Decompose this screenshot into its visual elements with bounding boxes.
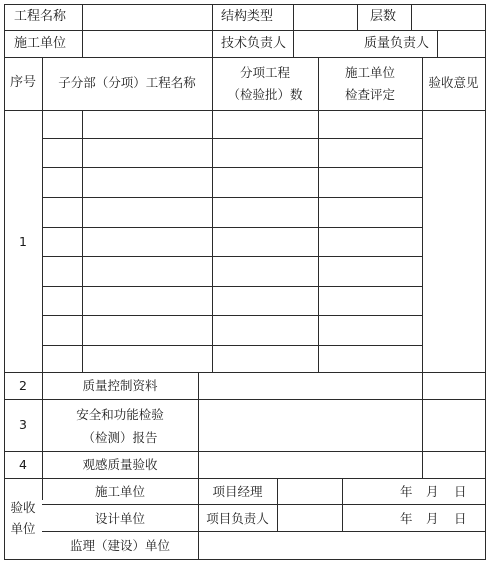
item-count-header-2: （检验批）数 bbox=[227, 87, 303, 102]
eval-header-1: 施工单位 bbox=[344, 65, 395, 80]
accept-col-line bbox=[277, 478, 278, 531]
subrow-line bbox=[42, 197, 422, 198]
accept-year-1: 年 bbox=[400, 484, 413, 499]
accept-label-1: 验收 bbox=[10, 500, 36, 515]
quality-lead-label: 质量负责人 bbox=[364, 36, 430, 51]
rows-label-line bbox=[198, 372, 199, 478]
eval-header-2: 检查评定 bbox=[344, 87, 395, 102]
header-bottom-line bbox=[4, 57, 486, 58]
subrow-line bbox=[42, 138, 422, 139]
accept-day-2: 日 bbox=[454, 511, 467, 526]
accept-month-2: 月 bbox=[426, 511, 439, 526]
row3-label-1: 安全和功能检验 bbox=[76, 407, 164, 422]
row1-number: 1 bbox=[19, 234, 27, 249]
header-col-line bbox=[293, 4, 294, 57]
border-right bbox=[485, 4, 486, 560]
structure-type-label: 结构类型 bbox=[221, 9, 274, 24]
project-name-label: 工程名称 bbox=[14, 9, 67, 24]
row2-bottom-line bbox=[4, 399, 486, 400]
col-line-sub bbox=[82, 110, 83, 372]
subrow-line bbox=[42, 345, 422, 346]
accept-pm: 项目经理 bbox=[212, 484, 263, 499]
header-col-line bbox=[411, 4, 412, 30]
header-col-line bbox=[357, 4, 358, 30]
row2-label: 质量控制资料 bbox=[82, 378, 158, 393]
border-bottom bbox=[4, 559, 486, 560]
row4-label: 观感质量验收 bbox=[82, 457, 158, 472]
accept-col-line bbox=[342, 478, 343, 531]
border-top bbox=[4, 4, 486, 5]
tech-lead-label: 技术负责人 bbox=[221, 36, 287, 51]
accept-month-1: 月 bbox=[426, 484, 439, 499]
accept-year-2: 年 bbox=[400, 511, 413, 526]
row4-bottom-line bbox=[4, 478, 486, 479]
accept-supervision: 监理（建设）单位 bbox=[69, 538, 170, 553]
col-line-count bbox=[318, 57, 319, 372]
subrow-line bbox=[42, 256, 422, 257]
row3-bottom-line bbox=[4, 451, 486, 452]
row3-label-2: （检测）报告 bbox=[82, 430, 158, 445]
accept-design: 设计单位 bbox=[94, 511, 145, 526]
subdivision-header: 子分部（分项）工程名称 bbox=[58, 75, 196, 90]
header-col-line bbox=[212, 4, 213, 57]
contractor-label: 施工单位 bbox=[14, 36, 67, 51]
accept-contractor: 施工单位 bbox=[94, 484, 145, 499]
subrow-line bbox=[42, 227, 422, 228]
accept-day-1: 日 bbox=[454, 484, 467, 499]
col-line-name bbox=[212, 57, 213, 372]
row1-bottom-line bbox=[4, 372, 486, 373]
opinion-header: 验收意见 bbox=[428, 75, 479, 90]
item-count-header-1: 分项工程 bbox=[239, 65, 290, 80]
seq-header: 序号 bbox=[9, 75, 36, 90]
floors-label: 层数 bbox=[370, 9, 397, 24]
col-line-eval bbox=[422, 57, 423, 478]
accept-project-lead: 项目负责人 bbox=[206, 511, 269, 526]
subrow-line bbox=[42, 286, 422, 287]
row2-number: 2 bbox=[19, 378, 27, 393]
accept-row-divider bbox=[42, 504, 486, 505]
header-col-line bbox=[437, 30, 438, 57]
header-row-divider bbox=[4, 30, 486, 31]
row3-number: 3 bbox=[19, 417, 27, 432]
header-col-line bbox=[82, 4, 83, 57]
subrow-line bbox=[42, 167, 422, 168]
accept-row-divider bbox=[42, 531, 486, 532]
columns-bottom-line bbox=[4, 110, 486, 111]
subrow-line bbox=[42, 315, 422, 316]
accept-label-2: 单位 bbox=[10, 521, 36, 536]
row4-number: 4 bbox=[19, 457, 27, 472]
